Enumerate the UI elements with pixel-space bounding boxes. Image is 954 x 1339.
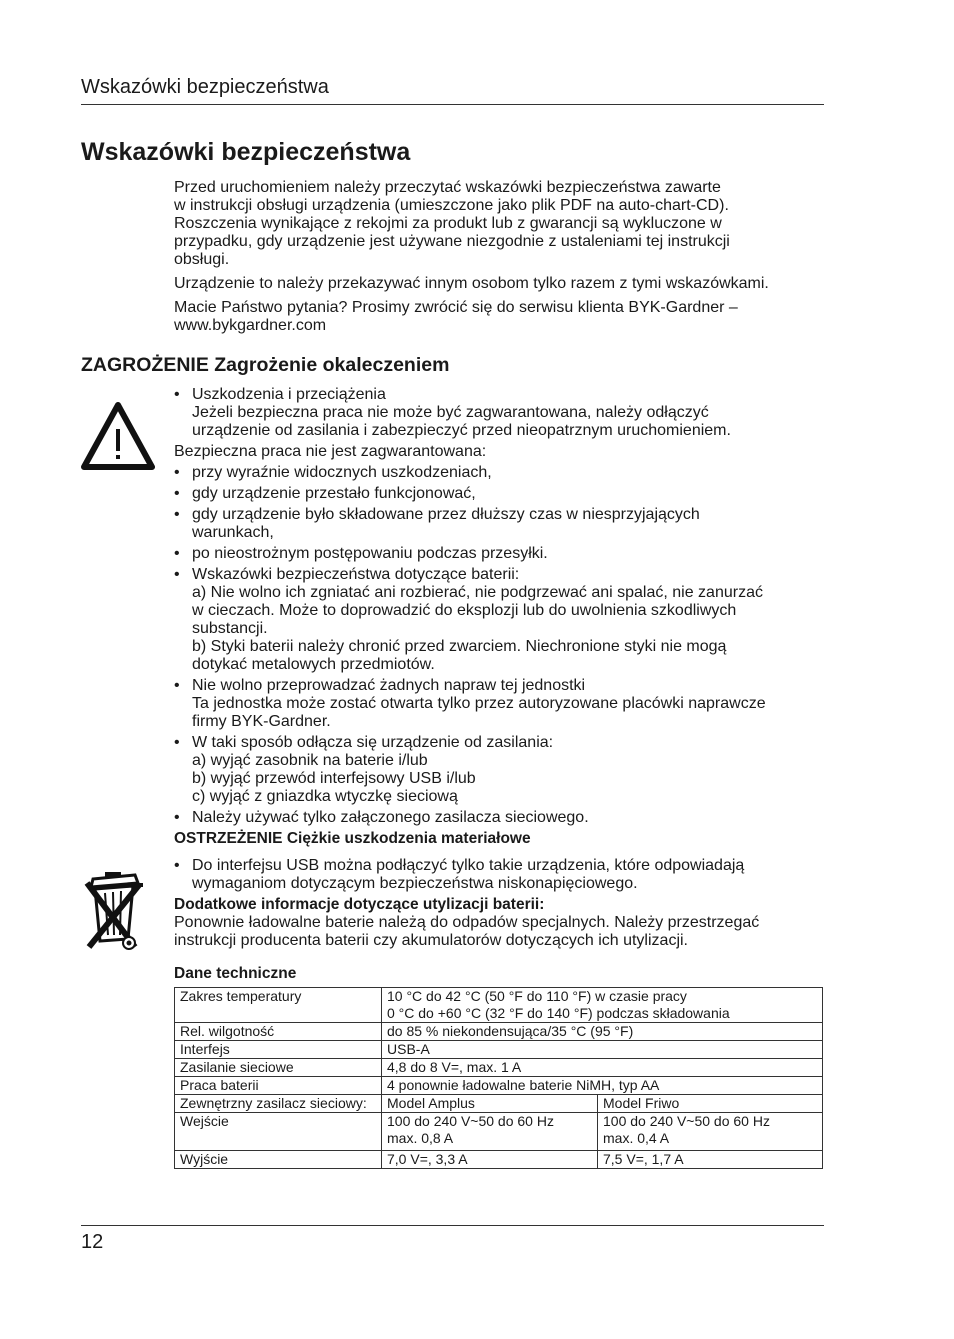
list-item [174, 809, 834, 827]
running-head: Wskazówki bezpieczeństwa [81, 76, 329, 98]
list-line: firmy BYK-Gardner. [192, 713, 331, 730]
table-cell: Zasilanie sieciowe [175, 1059, 382, 1077]
bullet: • [174, 809, 180, 826]
list-line: gdy urządzenie przestało funkcjonować, [192, 485, 476, 502]
list-line: a) Nie wolno ich zgniatać ani rozbierać, nie podgrzewać ani spalać, nie zanurzać [192, 584, 763, 601]
safety-content [174, 386, 834, 1169]
table-row [175, 988, 823, 1023]
header-rule [81, 104, 824, 105]
list-line: b) Styki baterii należy chronić przed zwarciem. Niechronione styki nie mogą [192, 638, 727, 655]
table-cell: Zakres temperatury [175, 988, 382, 1023]
bullet: • [174, 386, 180, 403]
intro-line: przypadku, gdy urządzenie jest używane niezgodnie z ustaleniami tej instrukcji [174, 233, 730, 250]
bullet: • [174, 566, 180, 583]
list-item [174, 857, 834, 893]
intro-line: Roszczenia wynikające z rekojmi za produkt lub z gwarancji są wykluczone w [174, 215, 722, 232]
table-cell [382, 1113, 598, 1151]
page-title: Wskazówki bezpieczeństwa [81, 138, 411, 166]
cell-line: 10 °C do 42 °C (50 °F do 110 °F) w czasie pracy [387, 988, 687, 1004]
list-line: gdy urządzenie było składowane przez dłuższy czas w niesprzyjających [192, 506, 700, 523]
table-cell [382, 988, 823, 1023]
list-line: Uszkodzenia i przeciążenia [192, 386, 386, 403]
list-line: Wskazówki bezpieczeństwa dotyczące baterii: [192, 566, 520, 583]
list-line: b) wyjąć przewód interfejsowy USB i/lub [192, 770, 476, 787]
intro-line: Macie Państwo pytania? Prosimy zwrócić się do serwisu klienta BYK-Gardner – [174, 299, 738, 316]
disposal-line: Ponownie ładowalne baterie należą do odpadów specjalnych. Należy przestrzegać [174, 914, 760, 931]
table-row [175, 1023, 823, 1041]
list-line: wymaganiom dotyczącym bezpieczeństwa niskonapięciowego. [192, 875, 638, 892]
table-cell: 7,0 V=, 3,3 A [382, 1151, 598, 1169]
warning-triangle-icon [81, 402, 155, 470]
tech-data-table [174, 987, 823, 1169]
intro-line: Przed uruchomieniem należy przeczytać wskazówki bezpieczeństwa zawarte [174, 179, 721, 196]
list-item [174, 566, 834, 674]
cell-line: 100 do 240 V~50 do 60 Hz [603, 1113, 770, 1129]
list-line: Należy używać tylko załączonego zasilacza sieciowego. [192, 809, 589, 826]
list-line: urządzenie od zasilania i zabezpieczyć przed nieopatrznym uruchomieniem. [192, 422, 731, 439]
bullet: • [174, 857, 180, 874]
list-item [174, 506, 834, 542]
list-item [174, 485, 834, 503]
table-cell: Model Amplus [382, 1095, 598, 1113]
list-line: w cieczach. Może to doprowadzić do eksplozji lub do uwolnienia szkodliwych [192, 602, 737, 619]
list-item [174, 545, 834, 563]
footer-rule [81, 1225, 824, 1226]
bullet: • [174, 464, 180, 481]
danger-list-2 [174, 464, 834, 827]
list-line: W taki sposób odłącza się urządzenie od zasilania: [192, 734, 554, 751]
table-row [175, 1095, 823, 1113]
table-cell: Praca baterii [175, 1077, 382, 1095]
list-item [174, 464, 834, 482]
table-cell: Wejście [175, 1113, 382, 1151]
list-line: substancji. [192, 620, 268, 637]
bullet: • [174, 485, 180, 502]
list-line: Jeżeli bezpieczna praca nie może być zagwarantowana, należy odłączyć [192, 404, 709, 421]
table-row [175, 1113, 823, 1151]
danger-heading: ZAGROŻENIE Zagrożenie okaleczeniem [81, 354, 450, 376]
danger-list-1 [174, 386, 834, 440]
intro-paragraph: Urządzenie to należy przekazywać innym osobom tylko razem z tymi wskazówkami. [174, 275, 769, 292]
table-cell: 4 ponownie ładowalne baterie NiMH, typ AA [382, 1077, 823, 1095]
table-cell: USB-A [382, 1041, 823, 1059]
cell-line: 100 do 240 V~50 do 60 Hz [387, 1113, 554, 1129]
list-item [174, 734, 834, 806]
list-line: Do interfejsu USB można podłączyć tylko takie urządzenia, które odpowiadają [192, 857, 745, 874]
page-number: 12 [81, 1231, 104, 1253]
bullet: • [174, 506, 180, 523]
list-item [174, 386, 834, 440]
table-cell: Interfejs [175, 1041, 382, 1059]
cell-line: max. 0,8 A [387, 1130, 454, 1146]
table-row [175, 1041, 823, 1059]
table-cell: 4,8 do 8 V=, max. 1 A [382, 1059, 823, 1077]
table-row [175, 1059, 823, 1077]
disposal-line: instrukcji producenta baterii czy akumulatorów dotyczących ich utylizacji. [174, 932, 688, 949]
list-line: Nie wolno przeprowadzać żadnych napraw tej jednostki [192, 677, 586, 694]
warning-heading: OSTRZEŻENIE Ciężkie uszkodzenia materiałowe [174, 830, 531, 847]
list-item [174, 677, 834, 731]
list-line: a) wyjąć zasobnik na baterie i/lub [192, 752, 428, 769]
list-line: warunkach, [192, 524, 274, 541]
crossed-out-bin-icon [83, 869, 147, 953]
list-line: Ta jednostka może zostać otwarta tylko przez autoryzowane placówki naprawcze [192, 695, 766, 712]
not-guaranteed-text: Bezpieczna praca nie jest zagwarantowana: [174, 443, 487, 460]
intro-line: www.bykgardner.com [174, 317, 327, 334]
table-cell: Zewnętrzny zasilacz sieciowy: [175, 1095, 382, 1113]
warning-list [174, 857, 834, 893]
intro-paragraph [174, 179, 834, 269]
list-line: c) wyjąć z gniazdka wtyczkę sieciową [192, 788, 458, 805]
table-cell: Wyjście [175, 1151, 382, 1169]
table-cell: 7,5 V=, 1,7 A [598, 1151, 823, 1169]
table-row [175, 1151, 823, 1169]
table-cell: do 85 % niekondensująca/35 °C (95 °F) [382, 1023, 823, 1041]
list-line: przy wyraźnie widocznych uszkodzeniach, [192, 464, 492, 481]
intro-line: w instrukcji obsługi urządzenia (umieszczone jako plik PDF na auto-chart-CD). [174, 197, 729, 214]
cell-line: 0 °C do +60 °C (32 °F do 140 °F) podczas składowania [387, 1005, 730, 1021]
list-line: po nieostrożnym postępowaniu podczas przesyłki. [192, 545, 548, 562]
tech-data-title: Dane techniczne [174, 965, 297, 982]
table-cell: Rel. wilgotność [175, 1023, 382, 1041]
table-row [175, 1077, 823, 1095]
intro-line: obsługi. [174, 251, 230, 268]
table-cell [598, 1113, 823, 1151]
cell-line: max. 0,4 A [603, 1130, 670, 1146]
list-line: dotykać metalowych przedmiotów. [192, 656, 435, 673]
bullet: • [174, 734, 180, 751]
intro [174, 179, 834, 341]
bullet: • [174, 545, 180, 562]
disposal-heading: Dodatkowe informacje dotyczące utylizacji baterii: [174, 896, 545, 913]
intro-paragraph [174, 299, 834, 335]
bullet: • [174, 677, 180, 694]
table-cell: Model Friwo [598, 1095, 823, 1113]
disposal-text [174, 914, 834, 950]
